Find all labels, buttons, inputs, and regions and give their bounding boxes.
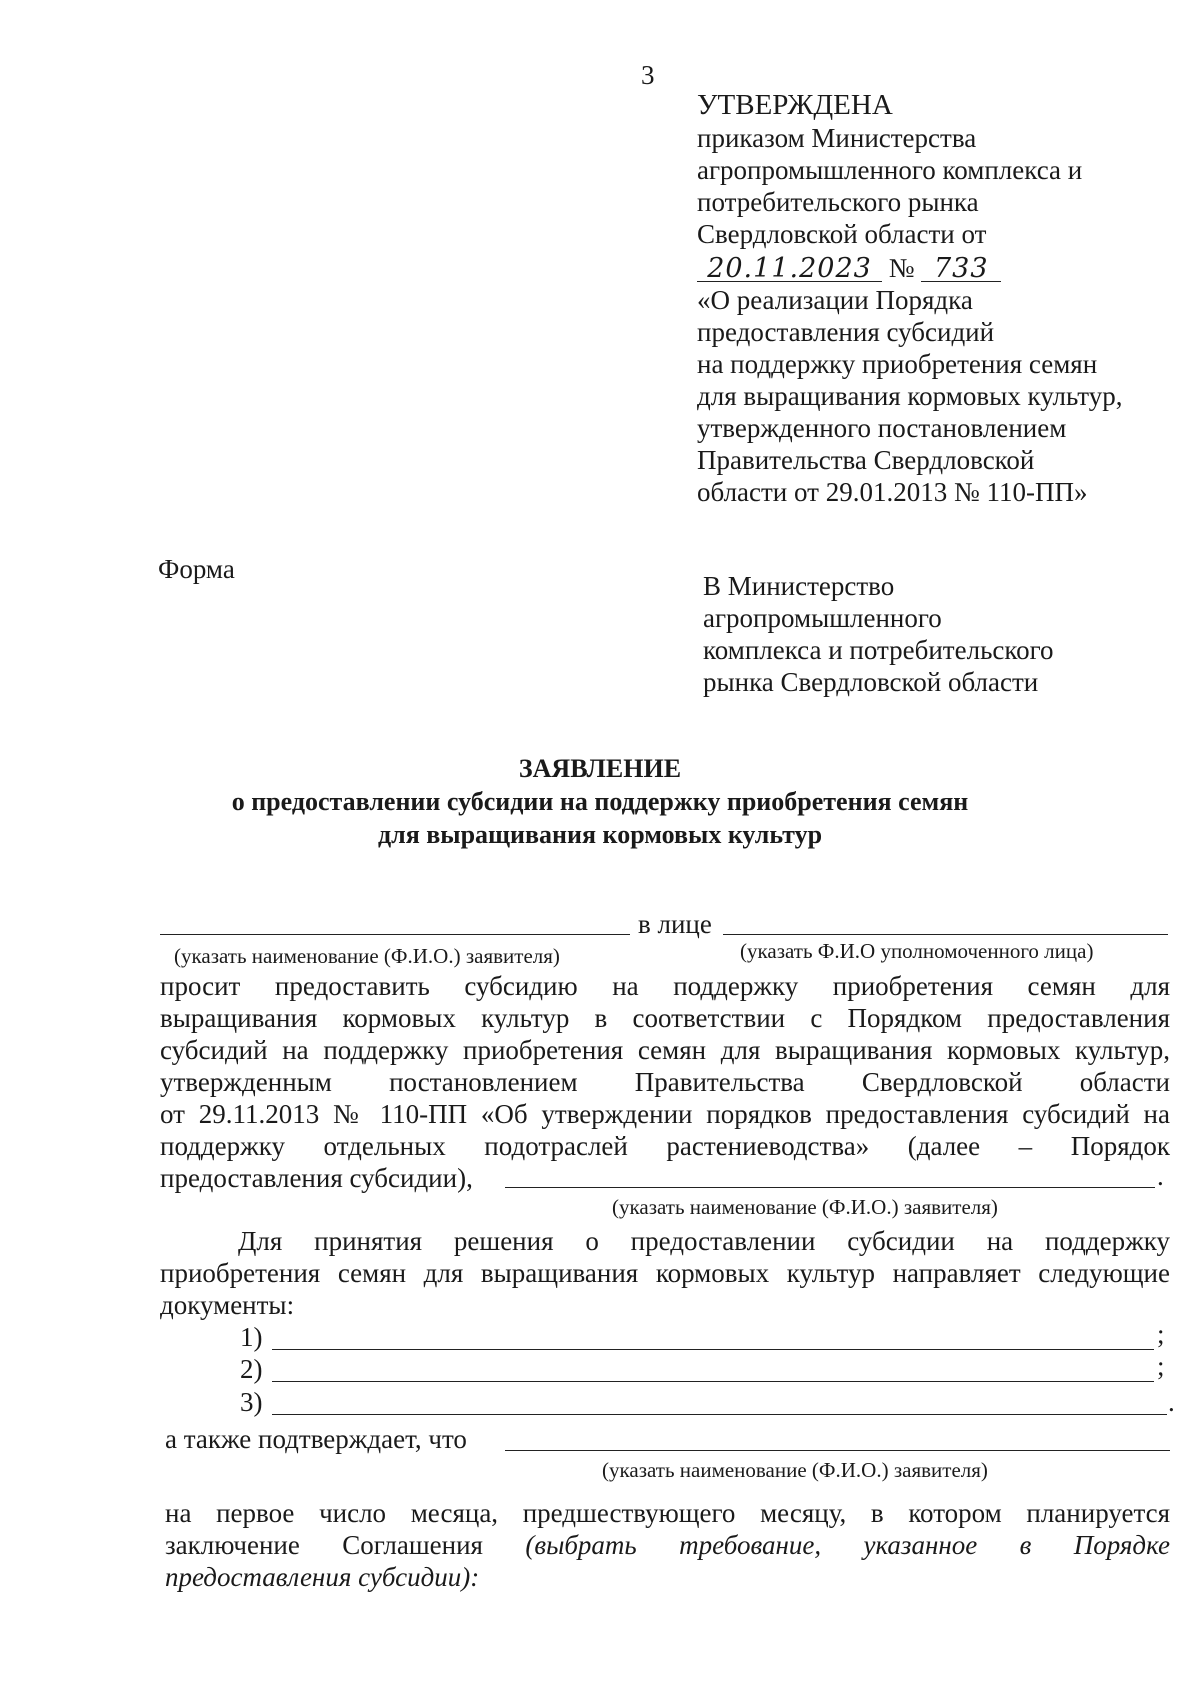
paragraph-text: заключение Соглашения — [165, 1530, 483, 1560]
document-subtitle: о предоставлении субсидии на поддержку приобретения семян — [231, 787, 969, 816]
paragraph-line: на первое число месяца, предшествующего месяцу, в котором планируется — [165, 1498, 1170, 1528]
paragraph-line: выращивания кормовых культур в соответствии с Порядком предоставления — [160, 1003, 1170, 1033]
paragraph-line — [160, 1162, 1170, 1194]
hint-applicant: (указать наименование (Ф.И.О.) заявителя) — [174, 944, 560, 968]
in-person-label: в лице — [638, 909, 712, 939]
confirms-label: а также подтверждает, что — [165, 1424, 467, 1454]
paragraph-italic-text: (выбрать требование, указанное в Порядке — [525, 1530, 1171, 1560]
paragraph-line: приобретения семян для выращивания кормовых культур направляет следующие — [160, 1258, 1170, 1288]
list-number: 3) — [240, 1387, 263, 1417]
list-number: 1) — [240, 1322, 263, 1352]
paragraph-line: от 29.11.2013 № 110-ПП «Об утверждении порядков предоставления субсидий на — [160, 1099, 1170, 1129]
hint-applicant-2: (указать наименование (Ф.И.О.) заявителя) — [612, 1195, 998, 1219]
order-title-line: «О реализации Порядка — [697, 285, 973, 315]
addressee-line: агропромышленного — [703, 603, 942, 633]
order-title-line: области от 29.01.2013 № 110-ПП» — [697, 477, 1088, 507]
document-field-1[interactable] — [272, 1349, 1154, 1350]
number-label: № — [888, 253, 915, 283]
order-title-line: предоставления субсидий — [697, 317, 995, 347]
authorized-person-field[interactable] — [723, 934, 1168, 935]
approval-line: Свердловской области от — [697, 219, 987, 249]
approval-line: приказом Министерства — [697, 123, 977, 153]
paragraph-line: поддержку отдельных подотраслей растениеводства» (далее – Порядок — [160, 1131, 1170, 1161]
addressee-block — [703, 570, 1054, 698]
order-title-line: на поддержку приобретения семян — [697, 349, 1098, 379]
approval-line: агропромышленного комплекса и — [697, 155, 1083, 185]
document-subtitle: для выращивания кормовых культур — [377, 820, 823, 849]
approval-block — [697, 88, 1177, 508]
hint-authorized: (указать Ф.И.О уполномоченного лица) — [740, 939, 1094, 963]
applicant-name-field[interactable] — [160, 934, 630, 935]
approval-heading: УТВЕРЖДЕНА — [697, 89, 893, 121]
handwritten-number: 733 — [921, 257, 1001, 282]
addressee-line: комплекса и потребительского — [703, 635, 1054, 665]
document-title: ЗАЯВЛЕНИЕ — [518, 754, 682, 783]
list-end: . — [1168, 1387, 1175, 1417]
document-field-3[interactable] — [272, 1414, 1167, 1415]
handwritten-date: 20.11.2023 — [697, 257, 882, 282]
hint-applicant-3: (указать наименование (Ф.И.О.) заявителя) — [602, 1458, 988, 1482]
paragraph-documents — [160, 1225, 1170, 1321]
paragraph-line — [165, 1529, 1170, 1561]
paragraph-last-text: предоставления субсидии), — [160, 1163, 473, 1193]
addressee-line: рынка Свердловской области — [703, 667, 1039, 697]
paragraph-confirmation — [165, 1497, 1170, 1593]
sentence-end: . — [1157, 1161, 1164, 1191]
form-label: Форма — [158, 554, 235, 584]
list-end: ; — [1157, 1319, 1165, 1349]
paragraph-line: документы: — [160, 1290, 295, 1320]
page-number: 3 — [641, 60, 655, 90]
paragraph-line: Для принятия решения о предоставлении субсидии на поддержку — [238, 1226, 1170, 1256]
paragraph-request — [160, 970, 1170, 1194]
paragraph-line: субсидий на поддержку приобретения семян для выращивания кормовых культур, — [160, 1035, 1170, 1065]
paragraph-line: утвержденным постановлением Правительства Свердловской области — [160, 1067, 1170, 1097]
approval-date-line — [697, 252, 1177, 284]
paragraph-line: просит предоставить субсидию на поддержку приобретения семян для — [160, 971, 1170, 1001]
applicant-name-field-2[interactable] — [505, 1187, 1155, 1188]
addressee-line: В Министерство — [703, 571, 895, 601]
approval-line: потребительского рынка — [697, 187, 979, 217]
list-end: ; — [1157, 1351, 1165, 1381]
list-number: 2) — [240, 1354, 263, 1384]
document-field-2[interactable] — [272, 1381, 1154, 1382]
order-title-line: утвержденного постановлением — [697, 413, 1067, 443]
paragraph-line: предоставления субсидии): — [165, 1562, 480, 1592]
order-title-line: для выращивания кормовых культур, — [697, 381, 1123, 411]
applicant-name-field-3[interactable] — [505, 1450, 1170, 1451]
order-title-line: Правительства Свердловской — [697, 445, 1035, 475]
